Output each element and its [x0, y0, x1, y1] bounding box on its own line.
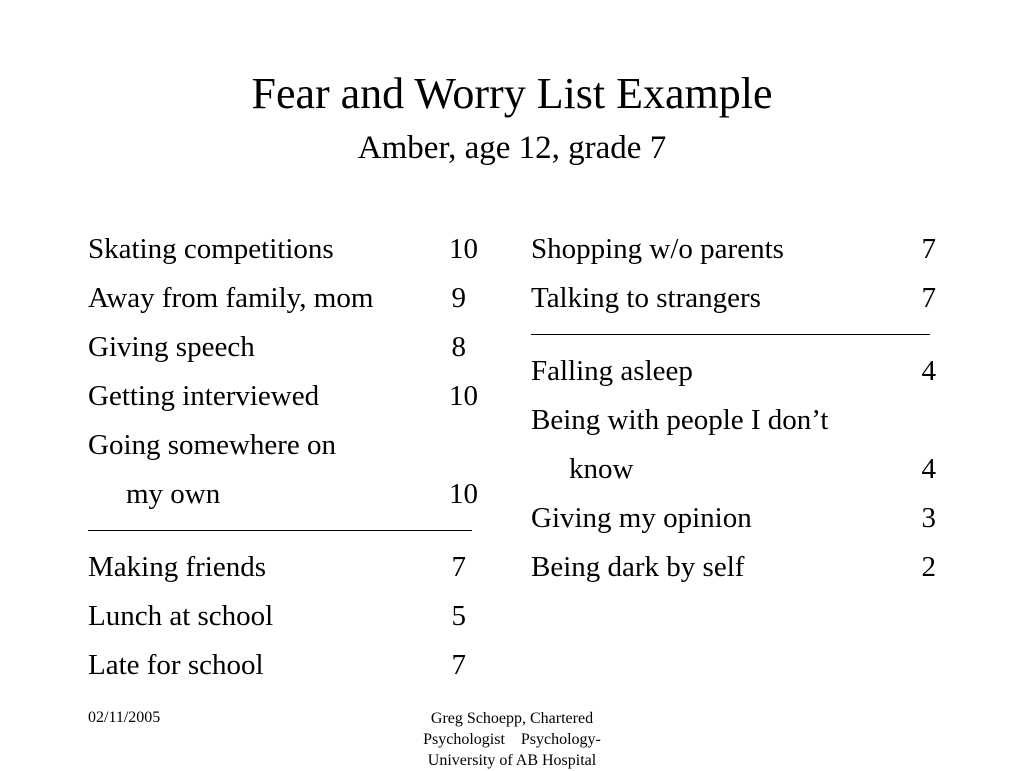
list-item [88, 641, 478, 690]
item-label: Going somewhere on [88, 429, 337, 461]
item-score: 7 [451, 551, 466, 583]
item-score: 7 [451, 649, 466, 681]
list-item [531, 274, 936, 323]
item-score: 10 [449, 233, 478, 265]
item-label: Lunch at school [88, 600, 274, 632]
item-label: know [569, 453, 634, 485]
item-label: Getting interviewed [88, 380, 320, 412]
item-score: 10 [449, 380, 478, 412]
item-score: 2 [921, 551, 936, 583]
item-score: 4 [921, 355, 936, 387]
footer-credit-line: University of AB Hospital [427, 752, 597, 769]
list-item [88, 225, 478, 274]
section-divider [531, 323, 936, 347]
item-score: 7 [921, 233, 936, 265]
item-label: Shopping w/o parents [531, 233, 784, 265]
list-item [88, 372, 478, 421]
list-item [531, 543, 936, 592]
item-label: Being dark by self [531, 551, 745, 583]
slide-title: Fear and Worry List Example [251, 69, 773, 118]
item-score: 9 [451, 282, 466, 314]
item-label: my own [126, 478, 221, 510]
list-item [88, 274, 478, 323]
section-divider [88, 519, 478, 543]
item-label: Giving my opinion [531, 502, 752, 534]
item-label: Talking to strangers [531, 282, 761, 314]
list-item [531, 445, 936, 494]
item-label: Away from family, mom [88, 282, 374, 314]
slide-subtitle: Amber, age 12, grade 7 [357, 130, 667, 166]
list-item [88, 543, 478, 592]
list-item [531, 347, 936, 396]
item-label: Late for school [88, 649, 264, 681]
item-label: Being with people I don’t [531, 404, 829, 436]
item-score: 5 [451, 600, 466, 632]
list-item [88, 323, 478, 372]
list-item [531, 225, 936, 274]
item-score: 10 [449, 478, 478, 510]
footer-credit-line: Psychologist Psychology- [423, 731, 601, 748]
list-item [88, 592, 478, 641]
item-label: Skating competitions [88, 233, 334, 265]
list-item [531, 494, 936, 543]
list-item [88, 421, 478, 470]
item-score: 8 [451, 331, 466, 363]
item-score: 3 [921, 502, 936, 534]
item-label: Making friends [88, 551, 266, 583]
list-item [88, 470, 478, 519]
left-column [88, 225, 478, 690]
item-score: 4 [921, 453, 936, 485]
footer-credit [392, 708, 632, 771]
footer-date: 02/11/2005 [88, 709, 161, 726]
right-column [531, 225, 936, 592]
item-label: Giving speech [88, 331, 255, 363]
item-score: 7 [921, 282, 936, 314]
list-item [531, 396, 936, 445]
footer-credit-line: Greg Schoepp, Chartered [430, 710, 594, 727]
item-label: Falling asleep [531, 355, 693, 387]
